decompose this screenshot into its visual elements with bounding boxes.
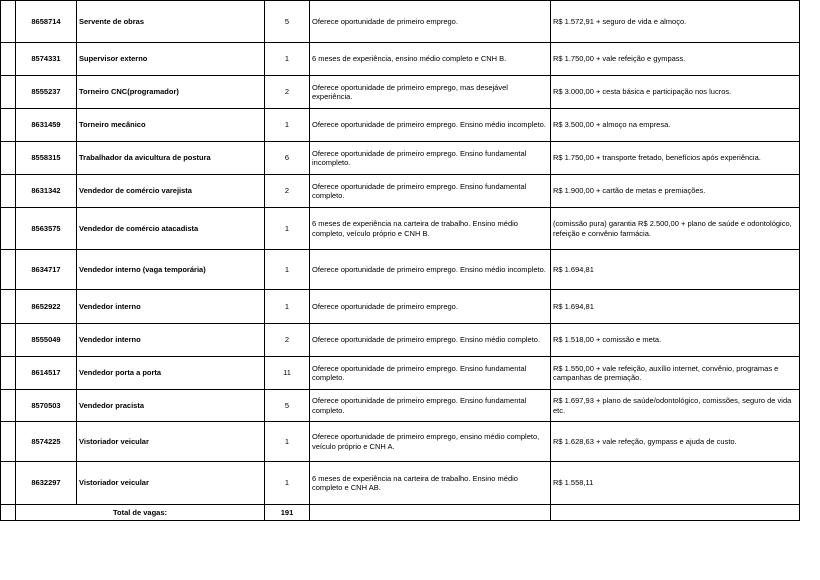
total-empty-cell [310,505,551,521]
job-title: Vendedor porta a porta [77,357,265,390]
job-code: 8574225 [16,422,77,462]
row-edge-cell [1,175,16,208]
job-requirements: 6 meses de experiência na carteira de trabalho. Ensino médio completo e CNH AB. [310,462,551,505]
job-requirements: Oferece oportunidade de primeiro emprego. Ensino fundamental completo. [310,357,551,390]
job-requirements: 6 meses de experiência, ensino médio completo e CNH B. [310,43,551,76]
job-requirements: Oferece oportunidade de primeiro emprego. Ensino médio incompleto. [310,250,551,290]
job-row [1,175,800,208]
job-code: 8558315 [16,142,77,175]
job-title: Supervisor externo [77,43,265,76]
job-salary-benefits: R$ 1.750,00 + transporte fretado, benefícios após experiência. [551,142,800,175]
job-row [1,357,800,390]
job-code: 8631342 [16,175,77,208]
job-row [1,290,800,324]
job-title: Vendedor pracista [77,390,265,422]
job-title: Vistoriador veicular [77,422,265,462]
job-salary-benefits: R$ 1.572,91 + seguro de vida e almoço. [551,1,800,43]
job-vacancies: 2 [265,175,310,208]
job-requirements: Oferece oportunidade de primeiro emprego. [310,1,551,43]
job-vacancies: 1 [265,109,310,142]
job-code: 8658714 [16,1,77,43]
job-code: 8555049 [16,324,77,357]
job-row [1,208,800,250]
job-requirements: Oferece oportunidade de primeiro emprego. Ensino médio incompleto. [310,109,551,142]
job-salary-benefits: R$ 1.750,00 + vale refeição e gympass. [551,43,800,76]
job-requirements: Oferece oportunidade de primeiro emprego. Ensino médio completo. [310,324,551,357]
job-code: 8631459 [16,109,77,142]
job-row [1,142,800,175]
row-edge-cell [1,422,16,462]
row-edge-cell [1,43,16,76]
job-vacancies: 5 [265,390,310,422]
job-requirements: Oferece oportunidade de primeiro emprego, mas desejável experiência. [310,76,551,109]
job-vacancies: 1 [265,208,310,250]
job-code: 8632297 [16,462,77,505]
job-salary-benefits: R$ 1.694,81 [551,250,800,290]
row-edge-cell [1,208,16,250]
job-code: 8574331 [16,43,77,76]
row-edge-cell [1,357,16,390]
job-code: 8614517 [16,357,77,390]
job-title: Torneiro mecânico [77,109,265,142]
total-row [1,505,800,521]
job-title: Vendedor de comércio atacadista [77,208,265,250]
job-salary-benefits: R$ 1.694,81 [551,290,800,324]
job-title: Vendedor interno [77,290,265,324]
job-vacancies: 2 [265,324,310,357]
total-label: Total de vagas: [16,505,265,521]
job-salary-benefits: R$ 1.550,00 + vale refeição, auxílio internet, convênio, programas e campanhas de premiação. [551,357,800,390]
job-salary-benefits: (comissão pura) garantia R$ 2.500,00 + plano de saúde e odontológico, refeição e convênio farmácia. [551,208,800,250]
total-empty-cell [551,505,800,521]
row-edge-cell [1,324,16,357]
job-requirements: Oferece oportunidade de primeiro emprego. Ensino fundamental completo. [310,390,551,422]
job-salary-benefits: R$ 1.558,11 [551,462,800,505]
job-vacancies: 11 [265,357,310,390]
job-row [1,422,800,462]
job-vacancies: 5 [265,1,310,43]
job-vacancies: 1 [265,43,310,76]
job-row [1,76,800,109]
job-code: 8555237 [16,76,77,109]
row-edge-cell [1,290,16,324]
job-row [1,1,800,43]
job-title: Vendedor interno [77,324,265,357]
job-row [1,250,800,290]
row-edge-cell [1,250,16,290]
job-code: 8634717 [16,250,77,290]
job-title: Torneiro CNC(programador) [77,76,265,109]
job-vacancies: 1 [265,422,310,462]
row-edge-cell [1,1,16,43]
row-edge-cell [1,390,16,422]
job-vacancies: 1 [265,462,310,505]
job-salary-benefits: R$ 3.000,00 + cesta básica e participação nos lucros. [551,76,800,109]
total-value: 191 [265,505,310,521]
job-code: 8570503 [16,390,77,422]
job-salary-benefits: R$ 1.900,00 + cartão de metas e premiações. [551,175,800,208]
job-row [1,390,800,422]
row-edge-cell [1,462,16,505]
job-vacancies: 2 [265,76,310,109]
job-vacancies: 1 [265,250,310,290]
job-title: Vistoriador veicular [77,462,265,505]
job-salary-benefits: R$ 1.628,63 + vale refeção, gympass e ajuda de custo. [551,422,800,462]
job-requirements: Oferece oportunidade de primeiro emprego. Ensino fundamental incompleto. [310,142,551,175]
row-edge-cell [1,109,16,142]
job-salary-benefits: R$ 3.500,00 + almoço na empresa. [551,109,800,142]
job-requirements: Oferece oportunidade de primeiro emprego. [310,290,551,324]
job-vacancies: 6 [265,142,310,175]
job-title: Servente de obras [77,1,265,43]
row-edge-cell [1,142,16,175]
job-requirements: Oferece oportunidade de primeiro emprego, ensino médio completo, veículo próprio e CNH A. [310,422,551,462]
job-title: Vendedor interno (vaga temporária) [77,250,265,290]
job-requirements: 6 meses de experiência na carteira de trabalho. Ensino médio completo, veículo próprio e CNH B. [310,208,551,250]
job-row [1,43,800,76]
job-rows [1,1,800,505]
job-title: Trabalhador da avicultura de postura [77,142,265,175]
job-salary-benefits: R$ 1.697,93 + plano de saúde/odontológico, comissões, seguro de vida etc. [551,390,800,422]
job-salary-benefits: R$ 1.518,00 + comissão e meta. [551,324,800,357]
job-row [1,109,800,142]
job-row [1,462,800,505]
job-row [1,324,800,357]
row-edge-cell [1,505,16,521]
job-title: Vendedor de comércio varejista [77,175,265,208]
job-code: 8652922 [16,290,77,324]
job-requirements: Oferece oportunidade de primeiro emprego. Ensino fundamental completo. [310,175,551,208]
row-edge-cell [1,76,16,109]
job-code: 8563575 [16,208,77,250]
job-vacancies: 1 [265,290,310,324]
